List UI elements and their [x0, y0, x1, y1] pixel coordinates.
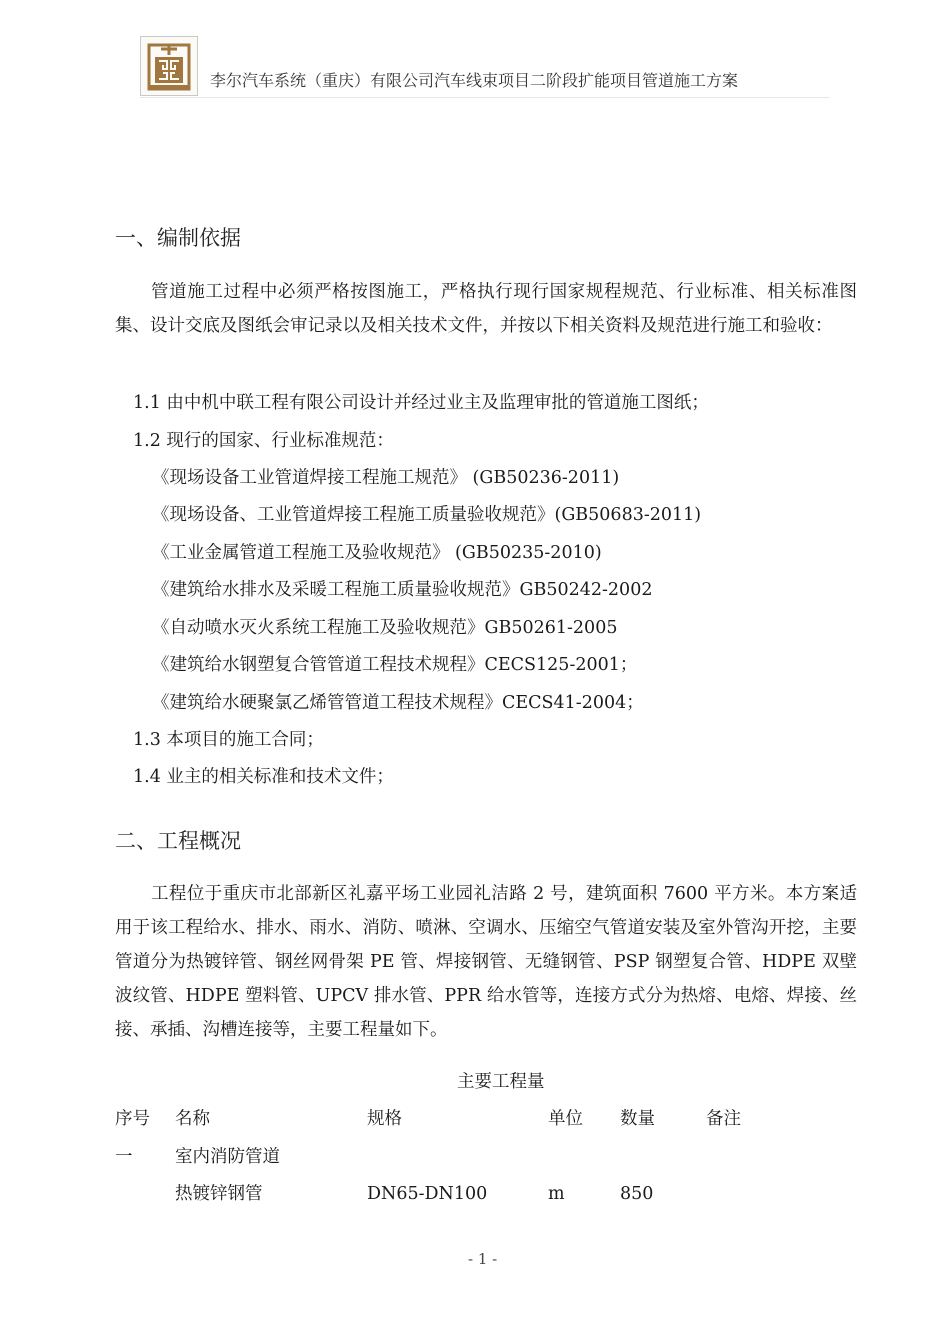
cell-name: 热镀锌钢管 — [175, 1184, 263, 1204]
list-item-1-3: 1.3 本项目的施工合同； — [133, 730, 324, 750]
company-logo-icon — [140, 36, 198, 96]
cell-unit: m — [548, 1184, 565, 1204]
list-item-1-1: 1.1 由中机中联工程有限公司设计并经过业主及监理审批的管道施工图纸； — [133, 393, 709, 413]
overview-paragraph: 工程位于重庆市北部新区礼嘉平场工业园礼洁路 2 号，建筑面积 7600 平方米。本方案适用于该工程给水、排水、雨水、消防、喷淋、空调水、压缩空气管道安装及室外管沟开挖，主要管道分为热镀锌管、钢丝网骨架 PE 管、焊接钢管、无缝钢管、PSP 钢塑复合管、HDPE 双壁波纹管、HDPE 塑料管、UPCV 排水管、PPR 给水管等，连接方式分为热熔、电熔、焊接、丝接、承插、沟槽连接等，主要工程量如下。 — [115, 884, 857, 1040]
column-header-qty: 数量 — [620, 1109, 655, 1129]
page-number: - 1 - — [468, 1250, 498, 1268]
standard-item: 《建筑给水排水及采暖工程施工质量验收规范》GB50242-2002 — [152, 580, 653, 600]
document-header-title: 李尔汽车系统（重庆）有限公司汽车线束项目二阶段扩能项目管道施工方案 — [210, 71, 739, 90]
section-heading-basis: 一、编制依据 — [115, 226, 241, 250]
column-header-name: 名称 — [175, 1109, 210, 1129]
column-header-no: 序号 — [115, 1109, 150, 1129]
standard-item: 《建筑给水钢塑复合管管道工程技术规程》CECS125-2001； — [152, 655, 638, 675]
column-header-spec: 规格 — [367, 1109, 402, 1129]
standard-item: 《现场设备、工业管道焊接工程施工质量验收规范》(GB50683-2011) — [152, 505, 702, 525]
section-intro-paragraph: 管道施工过程中必须严格按图施工，严格执行现行国家规程规范、行业标准、相关标准图集、设计交底及图纸会审记录以及相关技术文件，并按以下相关资料及规范进行施工和验收： — [115, 282, 857, 336]
column-header-unit: 单位 — [548, 1109, 583, 1129]
list-item-1-4: 1.4 业主的相关标准和技术文件； — [133, 767, 394, 787]
standard-item: 《自动喷水灭火系统工程施工及验收规范》GB50261-2005 — [152, 618, 618, 638]
standard-item: 《工业金属管道工程施工及验收规范》 (GB50235-2010) — [152, 543, 602, 563]
column-header-remark: 备注 — [706, 1109, 741, 1129]
standard-item: 《建筑给水硬聚氯乙烯管管道工程技术规程》CECS41-2004； — [152, 693, 644, 713]
cell-no: 一 — [115, 1147, 133, 1167]
cell-spec: DN65-DN100 — [367, 1184, 488, 1204]
standard-item: 《现场设备工业管道焊接工程施工规范》 (GB50236-2011) — [152, 468, 620, 488]
section-heading-overview: 二、工程概况 — [115, 829, 241, 853]
cell-name: 室内消防管道 — [175, 1147, 280, 1167]
header-divider — [140, 97, 830, 98]
list-item-1-2: 1.2 现行的国家、行业标准规范： — [133, 431, 394, 451]
table-caption: 主要工程量 — [457, 1072, 545, 1092]
cell-qty: 850 — [620, 1184, 654, 1204]
